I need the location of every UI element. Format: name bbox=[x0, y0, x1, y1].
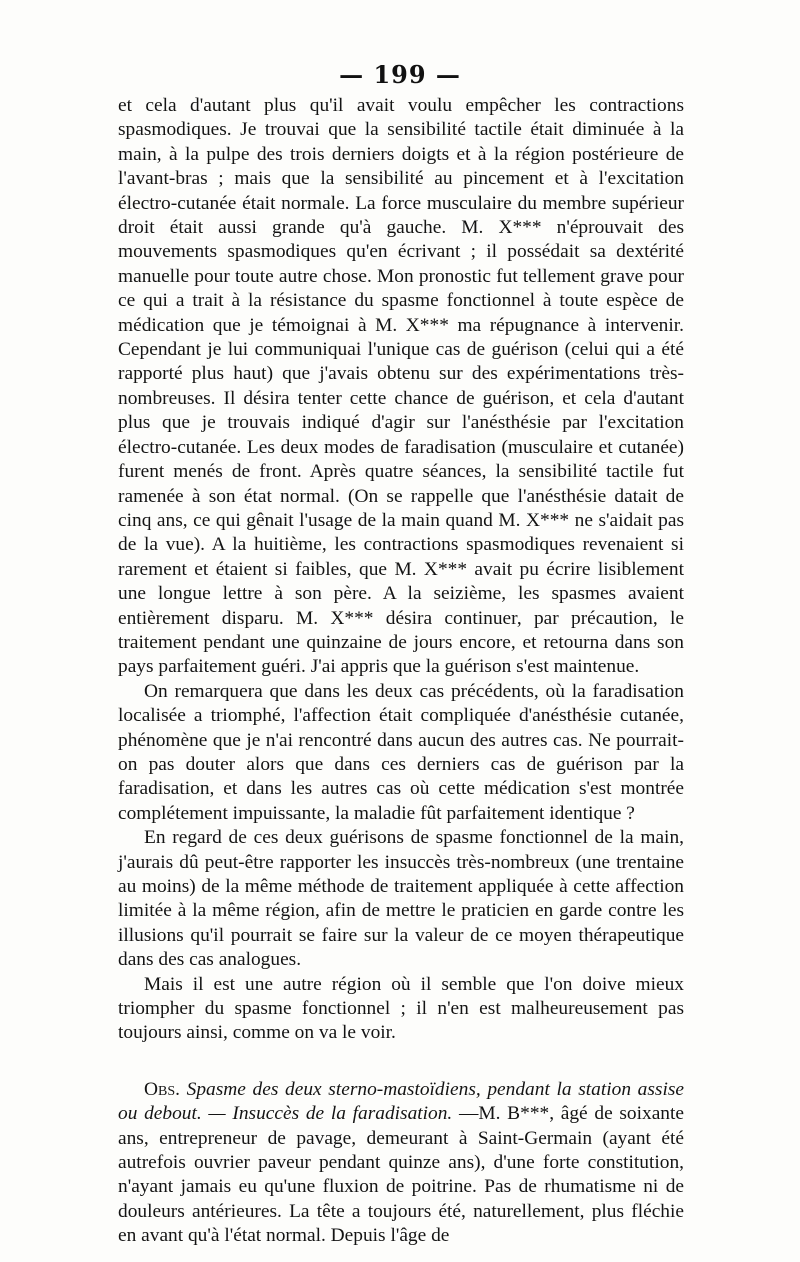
paragraph-other-region: Mais il est une autre région où il semble que l'on doive mieux triompher du spasme fonctionnel ; il n'en est malheureusement pas toujours ainsi, comme on va le voir. bbox=[118, 973, 684, 1044]
page-body bbox=[118, 94, 684, 1249]
observation-label: Obs. bbox=[144, 1078, 180, 1100]
observation-paragraph bbox=[118, 1078, 684, 1249]
paragraph-failures: En regard de ces deux guérisons de spasme fonctionnel de la main, j'aurais dû peut-être rapporter les insuccès très-nombreux (une trentaine au moins) de la même méthode de traitement appliquée à cette affection limitée à la même région, afin de mettre le praticien en garde contre les illusions qu'il pourrait se faire sur la valeur de ce moyen thérapeutique dans des cas analogues. bbox=[118, 827, 684, 971]
observation-body: —M. B***, âgé de soixante ans, entrepreneur de pavage, demeurant à Saint-Germain (ayant été autrefois ouvrier paveur pendant quinze ans), d'une forte constitution, n'ayant jamais eu qu'une fluxion de poitrine. Pas de rhumatisme ni de douleurs antérieures. La tête a toujours été, naturellement, plus fléchie en avant qu'à l'état normal. Depuis l'âge de bbox=[118, 1103, 684, 1247]
page-number: — 199 — bbox=[339, 60, 461, 89]
paragraph-case-continuation: et cela d'autant plus qu'il avait voulu empêcher les contractions spasmodiques. Je trouvai que la sensibilité tactile était diminuée à la main, à la pulpe des trois derniers doigts et à la région postérieure de l'avant-bras ; mais que la sensibilité au pincement et à l'excitation électro-cutanée était normale. La force musculaire du membre supérieur droit était aussi grande qu'à gauche. M. X*** n'éprouvait des mouvements spasmodiques qu'en écrivant ; il possédait sa dextérité manuelle pour toute autre chose. Mon pronostic fut tellement grave pour ce qui a trait à la résistance du spasme fonctionnel à toute espèce de médication que je témoignai à M. X*** ma répugnance à intervenir. Cependant je lui communiquai l'unique cas de guérison (celui qui a été rapporté plus haut) que j'avais obtenu sur des expérimentations très-nombreuses. Il désira tenter cette chance de guérison, et cela d'autant plus que je trouvais indiqué d'agir sur l'anésthésie par l'excitation électro-cutanée. Les deux modes de faradisation (musculaire et cutanée) furent menés de front. Après quatre séances, la sensibilité tactile fut ramenée à son état normal. (On se rappelle que l'anésthésie datait de cinq ans, ce qui gênait l'usage de la main quand M. X*** ne s'aidait pas de la vue). A la huitième, les contractions spasmodiques revenaient si rarement et étaient si faibles, que M. X*** avait pu écrire lisiblement une longue lettre à son père. A la seizième, les spasmes avaient entièrement disparu. M. X*** désira continuer, par précaution, le traitement pendant une quinzaine de jours encore, et retourna dans son pays parfaitement guéri. J'ai appris que la guérison s'est maintenue. bbox=[118, 95, 684, 678]
observation-title: Spasme des deux sterno-mastoïdiens, pendant la station assise ou debout. — Insuccès de la faradisation. bbox=[118, 1078, 684, 1125]
paragraph-remark: On remarquera que dans les deux cas précédents, où la faradisation localisée a triomphé, l'affection était compliquée d'anésthésie cutanée, phénomène que je n'ai rencontré dans aucun des autres cas. Ne pourrait-on pas douter alors que dans ces derniers cas de guérison par la faradisation, et dans les autres cas où cette médication s'est montrée complétement impuissante, la maladie fût parfaitement identique ? bbox=[118, 680, 684, 824]
